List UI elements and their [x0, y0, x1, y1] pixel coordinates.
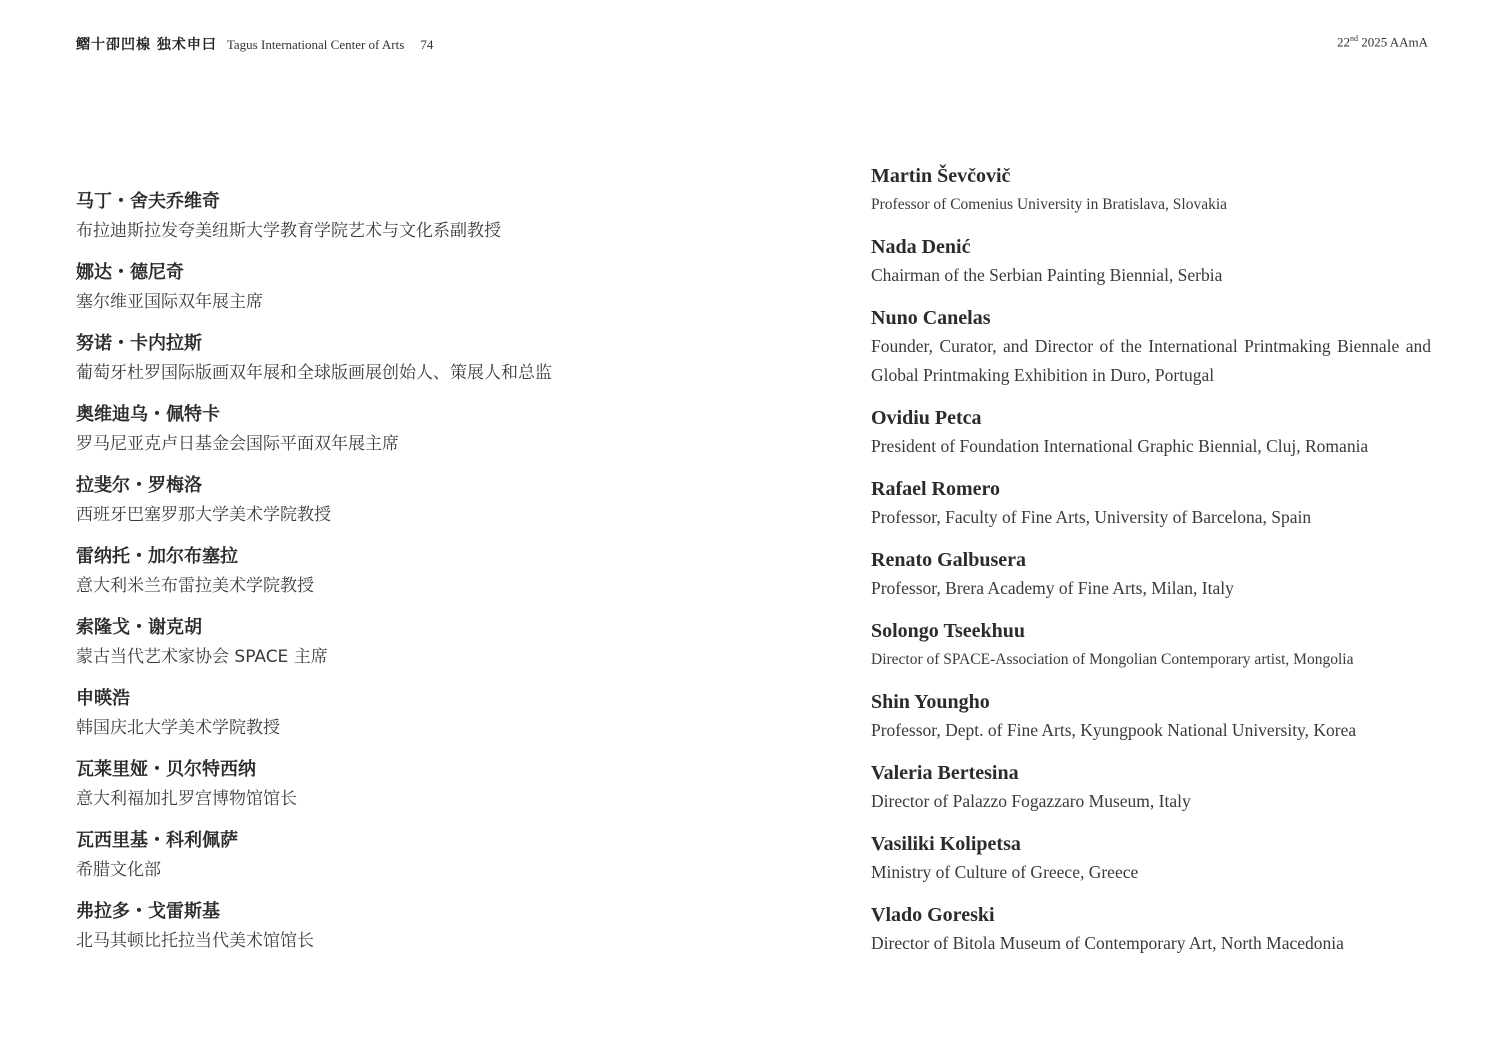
- member-role-cn: 意大利米兰布雷拉美术学院教授: [76, 576, 314, 596]
- member-entry-cn: [76, 685, 696, 743]
- member-entry-en: [871, 617, 1431, 674]
- member-entry-en: [871, 233, 1431, 290]
- member-name-en: Vlado Goreski: [871, 904, 995, 926]
- center-name: Tagus International Center of Arts: [226, 37, 405, 52]
- member-entry-en: [871, 830, 1431, 887]
- member-role-cn: 蒙古当代艺术家协会 SPACE 主席: [76, 647, 328, 667]
- logo-chinese: 鳛十卲凹楾 独术申曰: [76, 37, 217, 53]
- member-name-cn: 瓦西里基・科利佩萨: [76, 830, 238, 851]
- member-name-cn: 申暎浩: [76, 688, 130, 709]
- member-entry-en: [871, 901, 1431, 958]
- member-entry-cn: [76, 259, 696, 317]
- member-entry-cn: [76, 188, 696, 246]
- member-entry-cn: [76, 756, 696, 814]
- member-role-cn: 塞尔维亚国际双年展主席: [76, 292, 263, 312]
- member-role-en: Professor, Brera Academy of Fine Arts, Milan, Italy: [871, 578, 1234, 598]
- member-name-cn: 弗拉多・戈雷斯基: [76, 901, 220, 922]
- member-role-cn: 韩国庆北大学美术学院教授: [76, 718, 280, 738]
- member-name-cn: 奥维迪乌・佩特卡: [76, 404, 220, 425]
- member-role-en: Chairman of the Serbian Painting Biennial, Serbia: [871, 265, 1223, 285]
- member-role-cn: 希腊文化部: [76, 860, 161, 880]
- member-entry-cn: [76, 898, 696, 956]
- member-name-cn: 雷纳托・加尔布塞拉: [76, 546, 238, 567]
- member-name-cn: 努诺・卡内拉斯: [76, 333, 202, 354]
- member-name-en: Shin Youngho: [871, 691, 990, 713]
- member-role-cn: 罗马尼亚克卢日基金会国际平面双年展主席: [76, 434, 399, 454]
- member-entry-cn: [76, 330, 696, 388]
- member-role-en: Professor, Faculty of Fine Arts, University of Barcelona, Spain: [871, 507, 1312, 527]
- member-name-cn: 瓦莱里娅・贝尔特西纳: [76, 759, 256, 780]
- member-role-en: President of Foundation International Graphic Biennial, Cluj, Romania: [871, 436, 1369, 456]
- page-number: 74: [420, 37, 434, 52]
- edition-suffix: nd: [1349, 34, 1358, 43]
- member-role-en: Director of SPACE-Association of Mongolian Contemporary artist, Mongolia: [871, 651, 1354, 668]
- member-name-en: Nuno Canelas: [871, 307, 991, 329]
- member-role-en: Professor of Comenius University in Bratislava, Slovakia: [871, 196, 1228, 213]
- english-member-list: [871, 162, 1431, 972]
- chinese-member-list: [76, 188, 696, 969]
- member-entry-cn: [76, 827, 696, 885]
- member-entry-en: [871, 688, 1431, 745]
- edition-rest: 2025 AAmA: [1357, 34, 1428, 50]
- member-entry-cn: [76, 401, 696, 459]
- member-entry-en: [871, 759, 1431, 816]
- member-role-en: Director of Bitola Museum of Contemporary Art, North Macedonia: [871, 933, 1344, 953]
- member-name-en: Valeria Bertesina: [871, 762, 1019, 784]
- member-entry-cn: [76, 543, 696, 601]
- member-name-cn: 索隆戈・谢克胡: [76, 617, 202, 638]
- member-entry-en: [871, 404, 1431, 461]
- member-name-cn: 拉斐尔・罗梅洛: [76, 475, 202, 496]
- edition-label: [1337, 34, 1428, 50]
- member-role-cn: 北马其顿比托拉当代美术馆馆长: [76, 931, 314, 951]
- member-role-en: Ministry of Culture of Greece, Greece: [871, 862, 1139, 882]
- member-name-en: Renato Galbusera: [871, 549, 1026, 571]
- member-name-en: Solongo Tseekhuu: [871, 620, 1025, 642]
- edition-number: 22: [1336, 34, 1350, 50]
- member-name-en: Rafael Romero: [871, 478, 1001, 500]
- member-name-cn: 马丁・舍夫乔维奇: [76, 191, 220, 212]
- member-role-cn: 布拉迪斯拉发夸美纽斯大学教育学院艺术与文化系副教授: [76, 221, 501, 241]
- member-entry-cn: [76, 614, 696, 672]
- member-entry-en: [871, 475, 1431, 532]
- member-name-en: Ovidiu Petca: [871, 407, 982, 429]
- page-header-left: [76, 34, 433, 54]
- member-name-en: Martin Ševčovič: [871, 165, 1011, 187]
- member-role-en: Professor, Dept. of Fine Arts, Kyungpook National University, Korea: [871, 720, 1357, 740]
- member-role-en: Director of Palazzo Fogazzaro Museum, Italy: [871, 791, 1191, 811]
- member-role-cn: 西班牙巴塞罗那大学美术学院教授: [76, 505, 331, 525]
- member-role-cn: 意大利福加扎罗宫博物馆馆长: [76, 789, 297, 809]
- member-entry-en: [871, 162, 1431, 219]
- member-entry-en: [871, 304, 1431, 390]
- member-role-en: Founder, Curator, and Director of the International Printmaking Biennale and Global Printmaking Exhibition in Duro, Portugal: [871, 336, 1431, 385]
- member-entry-cn: [76, 472, 696, 530]
- member-role-cn: 葡萄牙杜罗国际版画双年展和全球版画展创始人、策展人和总监: [76, 363, 552, 383]
- member-name-en: Vasiliki Kolipetsa: [871, 833, 1021, 855]
- member-entry-en: [871, 546, 1431, 603]
- member-name-en: Nada Denić: [871, 236, 971, 258]
- member-name-cn: 娜达・德尼奇: [76, 262, 184, 283]
